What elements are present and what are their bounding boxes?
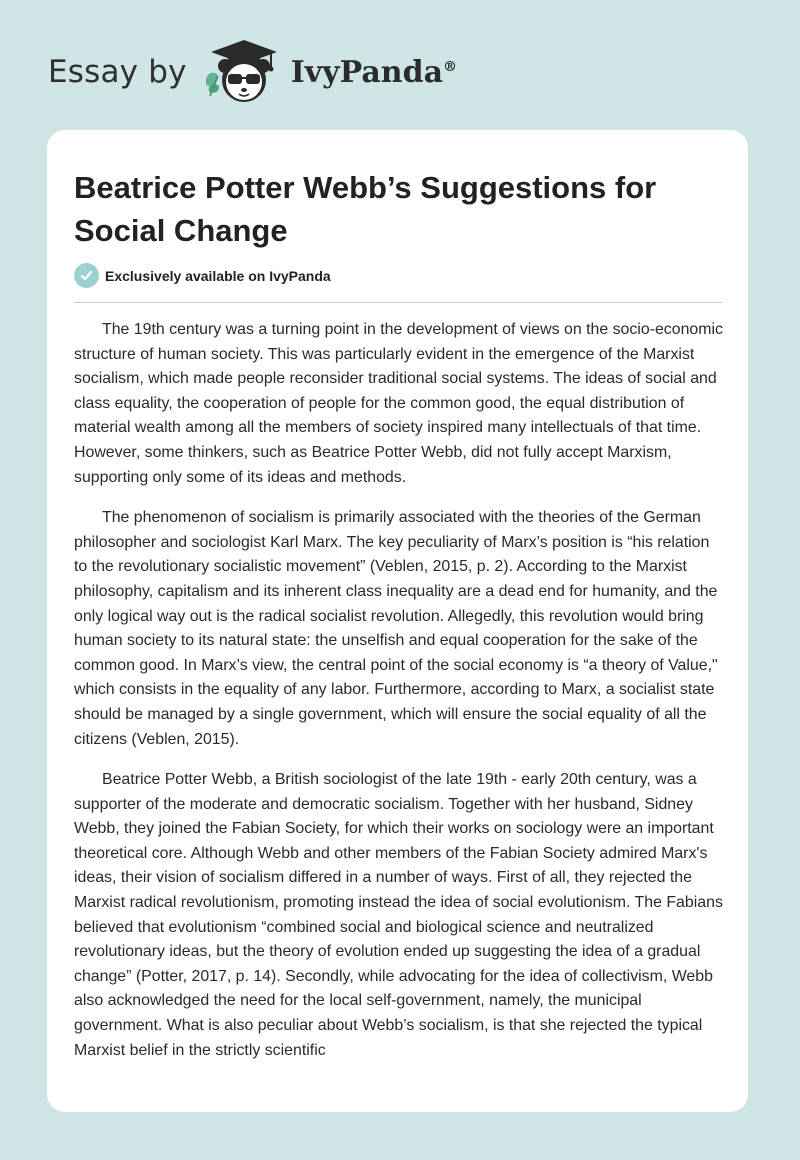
paragraph: Beatrice Potter Webb, a British sociologist of the late 19th - early 20th century, was a supporter of the moderate and democratic socialism. Together with her husband, Sidney Webb, they joined the Fabian Society, for which their works on sociology were an important theoretical core. Although Webb and other members of the Fabian Society admired Marx's ideas, their vision of socialism differed in a number of ways. First of all, they rejected the Marxist radical revolutionism, promoting instead the idea of social evolutionism. The Fabians believed that evolutionism “combined social and biological science and neutralized revolutionary ideas, but the theory of evolution ended up suggesting the idea of a gradual change” (Potter, 2017, p. 14). Secondly, while advocating for the idea of collectivism, Webb also acknowledged the need for the local self-government, namely, the municipal government. What is also peculiar about Webb’s socialism, is that she rejected the typical Marxist belief in the strictly scientific xyxy=(74,771,723,1059)
divider xyxy=(74,302,722,303)
paragraph: The 19th century was a turning point in the development of views on the socio-economic structure of human society. This was particularly evident in the emergence of the Marxist socialism, which made people reconsider traditional social systems. The ideas of social and class equality, the cooperation of people for the common good, the equal distribution of material wealth among all the members of society inspired many intellectuals of that time. However, some thinkers, such as Beatrice Potter Webb, did not fully accept Marxism, supporting only some of its ideas and methods. xyxy=(74,321,723,486)
check-circle-icon xyxy=(74,263,99,288)
paragraph: The phenomenon of socialism is primarily associated with the theories of the German philosopher and sociologist Karl Marx. The key peculiarity of Marx’s position is “his relation to the revolutionary socialistic movement” (Veblen, 2015, p. 2). According to the Marxist philosophy, capitalism and its inherent class inequality are a dead end for humanity, and the only logical way out is the radical socialist revolution. Allegedly, this revolution would bring human society to its natural state: the unselfish and equal cooperation for the sake of the common good. In Marx’s view, the central point of the social economy is “a theory of Value," which consists in the equality of any labor. Furthermore, according to Marx, a socialist state should be managed by a single government, which will ensure the social equality of all the citizens (Veblen, 2015). xyxy=(74,509,718,748)
registered-mark: ® xyxy=(443,58,458,75)
exclusive-label: Exclusively available on IvyPanda xyxy=(105,267,331,284)
essay-card xyxy=(47,130,748,1112)
essay-body xyxy=(74,318,726,1079)
site-header xyxy=(48,36,457,108)
page-title: Beatrice Potter Webb’s Suggestions for Social Change xyxy=(74,170,657,248)
panda-graduate-icon[interactable] xyxy=(201,36,287,108)
exclusive-badge xyxy=(74,263,331,288)
brand-name[interactable]: IvyPanda® xyxy=(290,54,458,90)
essay-by-label: Essay by xyxy=(48,54,187,90)
